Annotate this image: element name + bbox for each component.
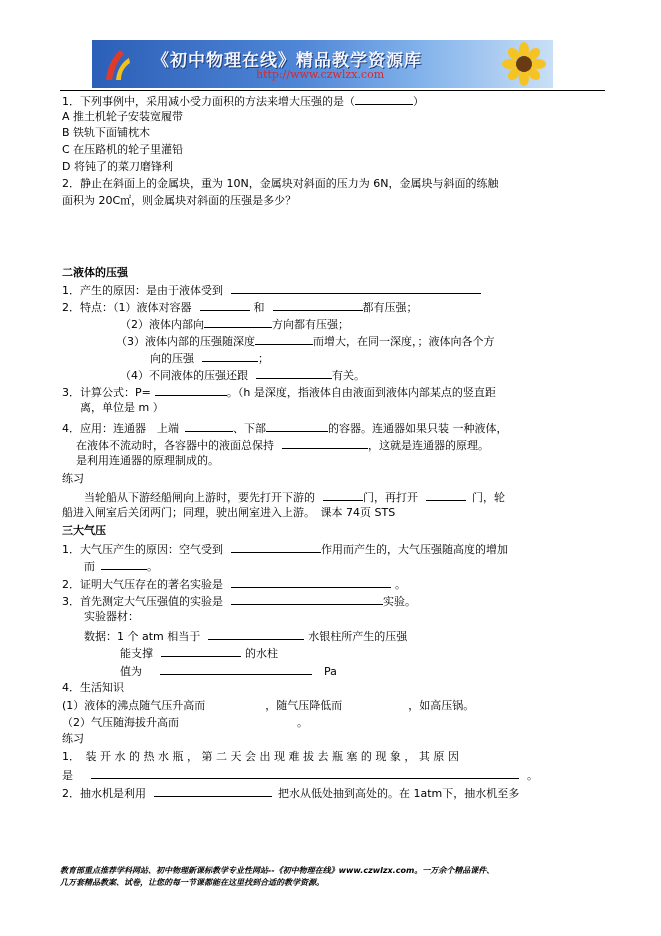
blank-altitude[interactable]: [179, 715, 297, 726]
blank-proof-experiment[interactable]: [231, 576, 391, 588]
thermos-question: 1． 装 开 水 的 热 水 瓶 ， 第 二 天 会 出 现 难 拔 去 瓶 塞 的 现 象 ， 其 原 因: [62, 750, 459, 763]
blank-cause[interactable]: [231, 282, 481, 294]
boiling-point-line: (1）液体的沸点随气压升高而 ，随气压降低而 ，如高压锅。: [62, 699, 475, 712]
atm-proof-line: 2．证明大气压存在的著名实验是 。: [62, 578, 406, 591]
atm-cause-cont: 而 。: [84, 560, 158, 573]
section-heading-atmospheric-pressure: 三大气压: [62, 524, 106, 537]
pump-question: 2．抽水机是利用 把水从低处抽到高处的。在 1atm下，抽水机至多: [62, 787, 520, 800]
blank-pa-value[interactable]: [160, 663, 312, 675]
blank-mercury[interactable]: [208, 628, 304, 640]
liquid-feature-2: （2）液体内部向 方向都有压强；: [120, 318, 349, 331]
liquid-feature-3-cont: 向的压强 ；: [150, 352, 269, 365]
banner-url[interactable]: http://www.czwlzx.com: [256, 68, 385, 81]
liquid-feature-1: 2．特点：（1）液体对容器 和 都有压强；: [62, 301, 418, 314]
option-c: C 在压路机的轮子里灌铅: [62, 143, 184, 156]
data-line-2: 能支撑 的水柱: [120, 647, 278, 660]
sunflower-icon: [501, 42, 547, 86]
blank-depth[interactable]: [255, 333, 313, 345]
banner-title: 《初中物理在线》精品教学资源库: [152, 51, 422, 71]
liquid-feature-3: （3）液体内部的压强随深度 而增大，在同一深度，；液体向各个方: [116, 335, 495, 348]
footer-note: [60, 865, 620, 889]
blank-upper-end[interactable]: [185, 420, 233, 432]
question-2-line-1: 2．静止在斜面上的金属块，重为 10N，金属块对斜面的压力为 6N，金属块与斜面的练触: [62, 177, 499, 190]
blank-measure-experiment[interactable]: [231, 593, 383, 605]
life-knowledge-label: 4．生活知识: [62, 681, 124, 694]
formula-line: 3．计算公式：P= 。（h 是深度，指液体自由液面到液体内部某点的竖直距: [62, 386, 496, 399]
blank-water-column[interactable]: [161, 645, 241, 657]
atm-measure-line: 3．首先测定大气压强值的实验是 实验。: [62, 595, 416, 608]
blank-thermos-reason[interactable]: [91, 767, 519, 779]
option-a: A 推土机轮子安装宽履带: [62, 110, 184, 123]
blank-pump[interactable]: [154, 785, 272, 797]
blank-boil-fall[interactable]: [342, 698, 408, 709]
formula-unit: 离，单位是 m ）: [80, 401, 164, 414]
equipment-label: 实验器材：: [84, 610, 139, 623]
lock-practice-line-2: 船进入闸室后关闭两门；同理，驶出闸室进入上游。 课本 74页 STS: [62, 506, 396, 519]
data-line-1: 数据：1 个 atm 相当于 水银柱所产生的压强: [84, 630, 408, 643]
connector-line-3: 是利用连通器的原理制成的。: [76, 454, 219, 467]
liquid-cause-line: 1．产生的原因：是由于液体受到: [62, 282, 481, 298]
blank-boil-rise[interactable]: [205, 698, 265, 709]
option-b: B 铁轨下面铺枕木: [62, 126, 151, 139]
practice-label-2: 练习: [62, 732, 84, 745]
blank-formula[interactable]: [155, 384, 227, 396]
data-line-3: 值为 Pa: [120, 665, 337, 678]
footer-line-2: 几万套精品教案、试卷，让您的每一节课都能在这里找到合适的教学资源。: [60, 878, 324, 887]
answer-blank[interactable]: [355, 93, 413, 105]
blank-gate-1[interactable]: [323, 489, 363, 501]
logo-icon: [102, 46, 132, 82]
header-banner: [92, 40, 553, 88]
blank-liquid-factor[interactable]: [256, 367, 332, 379]
blank-container-2[interactable]: [273, 299, 363, 311]
atm-cause-line: 1．大气压产生的原因：空气受到 作用而产生的，大气压强随高度的增加: [62, 543, 508, 556]
blank-each-direction[interactable]: [202, 350, 258, 362]
connector-line-1: 4．应用：连通器 上端 、下部 的容器。连通器如果只装 一种液体，: [62, 422, 508, 435]
question-1: 1．下列事例中，采用减小受力面积的方法来增大压强的是（ ）: [62, 95, 424, 108]
question-2-line-2: 面积为 20C㎡，则金属块对斜面的压强是多少？: [62, 194, 297, 207]
header-rule: [60, 90, 605, 91]
altitude-line: （2）气压随海拔升高而 。: [62, 716, 308, 729]
option-d: D 将钝了的菜刀磨锋利: [62, 160, 173, 173]
practice-label: 练习: [62, 472, 84, 485]
blank-level[interactable]: [282, 437, 368, 449]
blank-container-1[interactable]: [200, 299, 250, 311]
blank-lower-end[interactable]: [266, 420, 328, 432]
blank-height[interactable]: [101, 558, 147, 570]
lock-practice-line-1: 当轮船从下游经船闸向上游时，要先打开下游的 门，再打开 门，轮: [84, 491, 505, 504]
liquid-feature-4: （4）不同液体的压强还跟 有关。: [120, 369, 365, 382]
thermos-answer-line: 是 。: [62, 769, 538, 782]
connector-line-2: 在液体不流动时，各容器中的液面总保持 ，这就是连通器的原理。: [76, 439, 489, 452]
blank-gate-2[interactable]: [426, 489, 466, 501]
blank-atm-cause[interactable]: [231, 541, 321, 553]
section-heading-liquid-pressure: 二液体的压强: [62, 266, 128, 279]
blank-direction[interactable]: [204, 316, 272, 328]
footer-line-1: 教育部重点推荐学科网站、初中物理新课标教学专业性网站--《初中物理在线》www.czwlzx.com。一万余个精品课件、: [60, 866, 495, 875]
